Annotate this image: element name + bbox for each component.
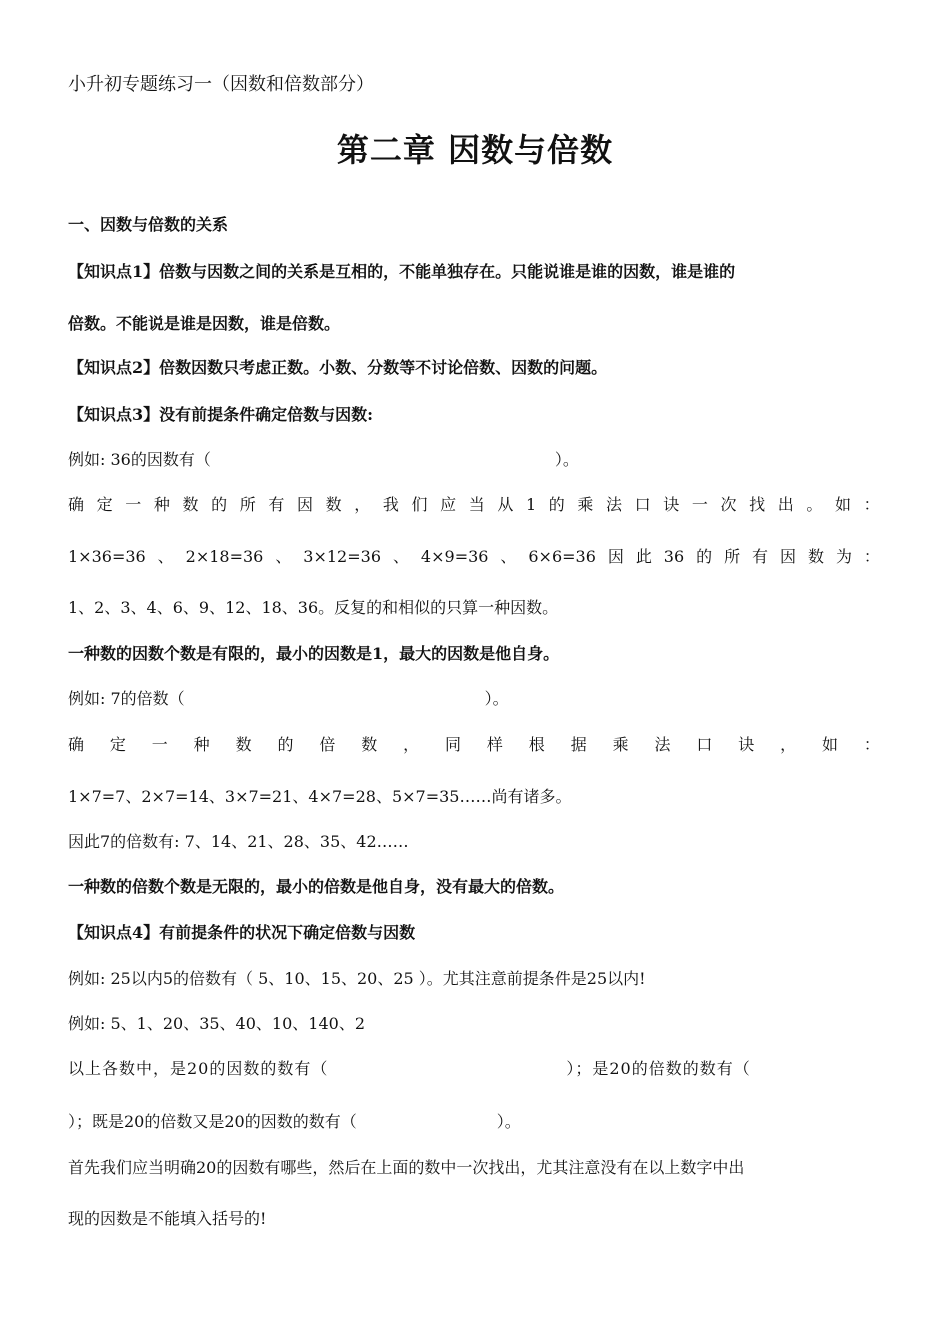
justified-token: 当 [468, 495, 485, 514]
justified-token: ： [863, 495, 880, 514]
chapter-title: 第二章 因数与倍数 [336, 131, 614, 169]
question-line-2-end: ）。 [496, 1112, 521, 1131]
justified-token: 种 [153, 495, 170, 514]
justified-token: 因 [607, 547, 624, 566]
justified-token: 因 [780, 547, 797, 566]
justified-token: 法 [606, 495, 623, 514]
justified-token: 因 [297, 495, 314, 514]
example-number-list: 例如: 5、1、20、35、40、10、140、2 [68, 1014, 365, 1033]
justified-token: 、 [275, 547, 292, 566]
justified-token: 一 [151, 735, 168, 754]
note-line-1: 首先我们应当明确20的因数有哪些，然后在上面的数中一次找出，尤其注意没有在以上数字中出 [68, 1158, 745, 1177]
justified-token: 根 [528, 735, 545, 754]
justified-token: 据 [570, 735, 587, 754]
justified-token: 乘 [577, 495, 594, 514]
justified-token: 次 [720, 495, 737, 514]
knowledge-point-1-line-2: 倍数。不能说是谁是因数，谁是倍数。 [68, 314, 341, 333]
justified-token: 1 [526, 495, 537, 514]
question-multiples-prefix: ）；是20的倍数的数有（ [566, 1059, 751, 1078]
justified-token: ， [354, 495, 371, 514]
justified-token: 一 [125, 495, 142, 514]
justified-token: 如 [822, 735, 839, 754]
justified-token: 种 [193, 735, 210, 754]
justified-token: 数 [182, 495, 199, 514]
justified-token: 们 [411, 495, 428, 514]
justified-token: 数 [361, 735, 378, 754]
section-heading: 一、因数与倍数的关系 [68, 215, 229, 234]
justified-token: 数 [325, 495, 342, 514]
conclusion-factors: 一种数的因数个数是有限的，最小的因数是1，最大的因数是他自身。 [68, 644, 560, 663]
knowledge-point-2: 【知识点2】倍数因数只考虑正数。小数、分数等不讨论倍数、因数的问题。 [68, 358, 608, 377]
justified-token: 一 [691, 495, 708, 514]
justified-token: 1×36=36 [68, 547, 146, 566]
justified-token: 为 [835, 547, 852, 566]
example-36-factors [68, 449, 880, 471]
justified-token: 所 [239, 495, 256, 514]
justified-token: 的 [696, 547, 713, 566]
method-1-line-3: 1、2、3、4、6、9、12、18、36。反复的和相似的只算一种因数。 [68, 598, 559, 617]
method-2-line-1 [68, 734, 880, 756]
knowledge-point-3: 【知识点3】没有前提条件确定倍数与因数: [68, 405, 374, 424]
justified-token: ， [403, 735, 420, 754]
method-1-line-1 [68, 494, 880, 516]
justified-token: 36 [663, 547, 685, 566]
justified-token: 法 [654, 735, 671, 754]
justified-token: 3×12=36 [303, 547, 381, 566]
justified-token: 数 [807, 547, 824, 566]
justified-token: 样 [486, 735, 503, 754]
justified-token: ， [780, 735, 797, 754]
justified-token: 应 [440, 495, 457, 514]
justified-token: 有 [268, 495, 285, 514]
knowledge-point-1-line-1: 【知识点1】倍数与因数之间的关系是互相的，不能单独存在。只能说谁是谁的因数，谁是谁的 [68, 262, 736, 281]
document-header: 小升初专题练习一（因数和倍数部分） [68, 74, 374, 95]
justified-token: 找 [749, 495, 766, 514]
conclusion-multiples: 一种数的倍数个数是无限的，最小的倍数是他自身，没有最大的倍数。 [68, 877, 565, 896]
justified-token: 口 [634, 495, 651, 514]
method-2-line-2: 1×7=7、2×7=14、3×7=21、4×7=28、5×7=35……尚有诸多。 [68, 787, 572, 806]
example-within-25: 例如: 25以内5的倍数有（ 5、10、15、20、25 ）。尤其注意前提条件是25以内! [68, 969, 646, 988]
justified-token: 我 [382, 495, 399, 514]
justified-token: 诀 [663, 495, 680, 514]
justified-token: 倍 [319, 735, 336, 754]
question-line-2-start: ）；既是20的倍数又是20的因数的数有（ [68, 1112, 357, 1131]
justified-token: 出 [777, 495, 794, 514]
justified-token: 的 [211, 495, 228, 514]
justified-token: 此 [635, 547, 652, 566]
justified-token: 。 [806, 495, 823, 514]
justified-token: 6×6=36 [528, 547, 596, 566]
justified-token: 数 [235, 735, 252, 754]
justified-token: 确 [68, 495, 85, 514]
question-line-1 [68, 1058, 880, 1080]
question-factors-prefix: 以上各数中，是20的因数的数有（ [68, 1059, 329, 1078]
example-36-prefix: 例如: 36的因数有（ [68, 450, 211, 469]
justified-token: 有 [752, 547, 769, 566]
justified-token: ： [863, 735, 880, 754]
method-2-line-3: 因此7的倍数有: 7、14、21、28、35、42…… [68, 832, 409, 851]
justified-token: 的 [277, 735, 294, 754]
method-1-line-2 [68, 546, 880, 568]
justified-token: 、 [500, 547, 517, 566]
example-7-prefix: 例如: 7的倍数（ [68, 689, 185, 708]
justified-token: 乘 [612, 735, 629, 754]
justified-token: 诀 [738, 735, 755, 754]
justified-token: ： [863, 547, 880, 566]
justified-token: 、 [157, 547, 174, 566]
justified-token: 从 [497, 495, 514, 514]
justified-token: 2×18=36 [185, 547, 264, 566]
note-line-2: 现的因数是不能填入括号的! [68, 1209, 267, 1228]
justified-token: 如 [835, 495, 852, 514]
justified-token: 同 [445, 735, 462, 754]
justified-token: 4×9=36 [420, 547, 489, 566]
justified-token: 口 [696, 735, 713, 754]
justified-token: 定 [96, 495, 113, 514]
justified-token: 定 [109, 735, 126, 754]
question-line-2 [68, 1111, 880, 1133]
justified-token: 的 [548, 495, 565, 514]
justified-token: 、 [392, 547, 409, 566]
example-36-suffix: ）。 [554, 450, 579, 469]
knowledge-point-4: 【知识点4】有前提条件的状况下确定倍数与因数 [68, 923, 416, 942]
justified-token: 确 [68, 735, 85, 754]
example-7-multiples [68, 688, 880, 710]
example-7-suffix: ）。 [484, 689, 509, 708]
justified-token: 所 [724, 547, 741, 566]
